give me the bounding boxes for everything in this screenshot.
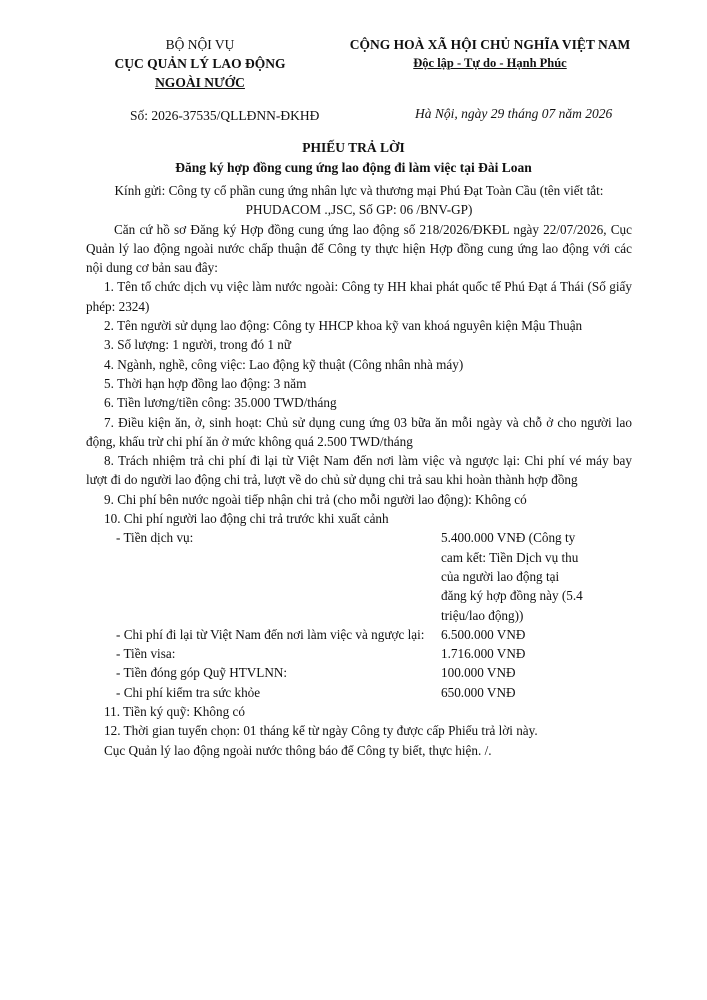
ministry-name: BỘ NỘI VỤ <box>165 37 235 52</box>
department-name-line2: NGOÀI NƯỚC <box>155 75 245 90</box>
cost-row <box>86 625 632 644</box>
list-item: 3. Số lượng: 1 người, trong đó 1 nữ <box>104 337 292 353</box>
cost-value: 100.000 VNĐ <box>441 665 516 681</box>
cost-row <box>86 644 632 663</box>
recipient-line1: Kính gửi: Công ty cổ phần cung ứng nhân lực và thương mại Phú Đạt Toàn Cầu (tên viết tắt: <box>114 183 604 198</box>
list-item: 11. Tiền ký quỹ: Không có <box>104 704 245 720</box>
cost-label: - Tiền visa: <box>116 646 176 662</box>
document-body <box>86 181 632 760</box>
cost-row <box>86 528 632 624</box>
list-item: 6. Tiền lương/tiền công: 35.000 TWD/tháng <box>104 395 337 411</box>
list-item: 4. Ngành, nghề, công việc: Lao động kỹ thuật (Công nhân nhà máy) <box>104 356 464 372</box>
list-item: 8. Trách nhiệm trả chi phí đi lại từ Việt Nam đến nơi làm việc và ngược lại: Chi phí vé máy bay lượt đi do người lao động chi trả, lượt về do chủ sử dụng chi trả sau khi hoàn thành hợp đồng <box>86 453 632 488</box>
cost-label: - Tiền đóng góp Quỹ HTVLNN: <box>116 665 288 681</box>
country-name: CỘNG HOÀ XÃ HỘI CHỦ NGHĨA VIỆT NAM <box>349 37 631 52</box>
list-item: 10. Chi phí người lao động chi trả trước khi xuất cảnh <box>104 511 389 527</box>
national-header <box>330 35 650 73</box>
cost-label: - Chi phí kiểm tra sức khỏe <box>116 684 261 700</box>
cost-value: 650.000 VNĐ <box>441 684 516 700</box>
cost-row <box>86 663 632 682</box>
document-title: PHIẾU TRẢ LỜI <box>302 140 405 155</box>
intro-paragraph: Căn cứ hồ sơ Đăng ký Hợp đồng cung ứng lao động số 218/2026/ĐKĐL ngày 22/07/2026, Cục Quản lý lao động ngoài nước chấp thuận để Công ty thực hiện Hợp đồng cung ứng lao động với các nội dung cơ bản sau đây: <box>86 221 632 276</box>
issuer-header <box>100 35 300 92</box>
cost-value: 1.716.000 VNĐ <box>441 646 526 662</box>
cost-value: 5.400.000 VNĐ (Công ty cam kết: Tiền Dịch vụ thu của người lao động tại đăng ký hợp đồng này (5.4 triệu/lao động)) <box>441 530 583 623</box>
department-name-line1: CỤC QUẢN LÝ LAO ĐỘNG <box>114 56 286 71</box>
list-item: 7. Điều kiện ăn, ở, sinh hoạt: Chủ sử dụng cung ứng 03 bữa ăn mỗi ngày và chỗ ở cho người lao động, khấu trừ chi phí ăn ở mức không quá 2.500 TWD/tháng <box>86 414 632 449</box>
list-item: 12. Thời gian tuyển chọn: 01 tháng kể từ ngày Công ty được cấp Phiếu trả lời này. <box>104 723 538 739</box>
cost-row <box>86 683 632 702</box>
cost-label: - Tiền dịch vụ: <box>116 530 194 546</box>
document-number: Số: 2026-37535/QLLĐNN-ĐKHĐ <box>130 108 320 123</box>
list-item: 1. Tên tổ chức dịch vụ việc làm nước ngoài: Công ty HH khai phát quốc tế Phú Đạt á Thái (Số giấy phép: 2324) <box>86 279 632 314</box>
list-item: 5. Thời hạn hợp đồng lao động: 3 năm <box>104 375 307 391</box>
closing-line: Cục Quản lý lao động ngoài nước thông báo để Công ty biết, thực hiện. /. <box>104 742 492 758</box>
document-date: Hà Nội, ngày 29 tháng 07 năm 2026 <box>415 106 613 121</box>
document-subtitle: Đăng ký hợp đồng cung ứng lao động đi làm việc tại Đài Loan <box>175 160 532 175</box>
cost-value: 6.500.000 VNĐ <box>441 626 526 642</box>
national-motto: Độc lập - Tự do - Hạnh Phúc <box>413 56 567 70</box>
list-item: 2. Tên người sử dụng lao động: Công ty HHCP khoa kỹ van khoá nguyên kiện Mậu Thuận <box>104 318 583 334</box>
list-item: 9. Chi phí bên nước ngoài tiếp nhận chi trả (cho mỗi người lao động): Không có <box>104 491 527 507</box>
recipient-line2: PHUDACOM .,JSC, Số GP: 06 /BNV-GP) <box>245 202 473 218</box>
cost-label: - Chi phí đi lại từ Việt Nam đến nơi làm việc và ngược lại: <box>116 626 425 642</box>
